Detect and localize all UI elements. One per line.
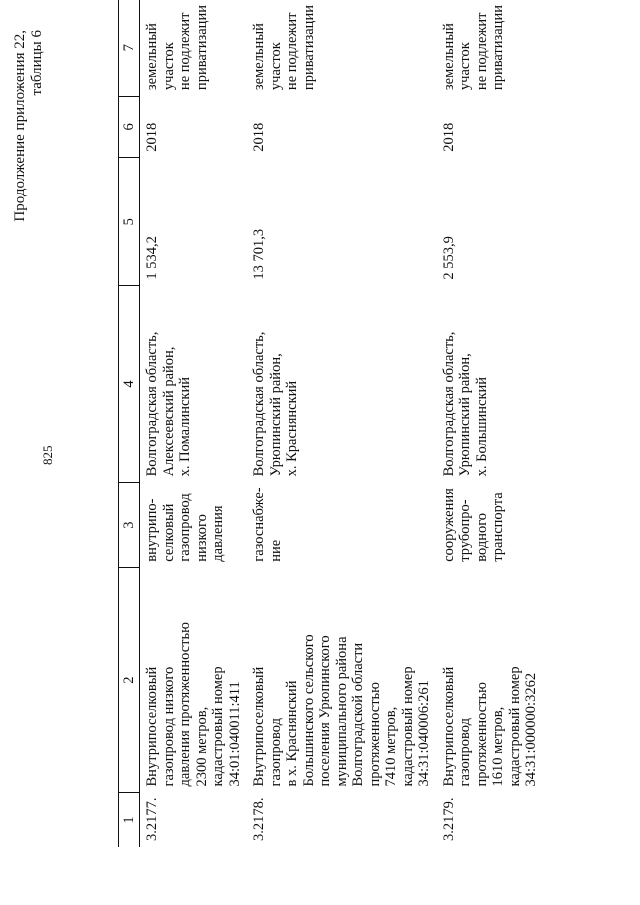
cell-value: 1 534,2 — [144, 236, 160, 280]
column-header-5: 5 — [119, 158, 140, 286]
cell-object-name-line: кадастровый номер — [506, 666, 523, 787]
cell-note-line: приватизации — [193, 5, 210, 91]
cell-address-line: х. Большинский — [473, 376, 490, 477]
cell-object-type-line: транспорта — [490, 492, 506, 562]
cell-object-type-line: трубопро- — [457, 499, 473, 562]
cell-object-name-line: протяженностью — [473, 682, 490, 787]
continuation-line-2: таблицы 6 — [29, 30, 45, 96]
cell-object-type — [247, 482, 437, 567]
cell-address-line: Алексеевский район, — [160, 346, 177, 477]
cell-note-line: не подлежит — [473, 12, 490, 91]
cell-object-name-line: газопровод — [267, 718, 284, 787]
column-header-4: 4 — [119, 286, 140, 483]
cell-object-name — [140, 568, 248, 793]
column-header-1: 1 — [119, 793, 140, 848]
cell-address-line: Волгоградская область, — [440, 331, 457, 477]
cell-object-name-line: кадастровый номер — [399, 666, 416, 787]
cell-object-type-line: давления — [210, 505, 226, 562]
cell-number: 3.2178. — [251, 797, 267, 841]
cell-object-type — [140, 482, 248, 567]
cell-object-name-line: протяженностью — [366, 682, 383, 787]
cell-object-type-line: сооружения — [440, 488, 457, 562]
cell-number: 3.2179. — [440, 797, 457, 841]
cell-object-name-line: поселения Урюпинского — [317, 635, 333, 787]
cell-address — [140, 286, 248, 483]
cell-object-type-line: ние — [267, 539, 284, 562]
page-number: 825 — [40, 445, 55, 465]
cell-note-line: участок — [457, 42, 473, 91]
cell-object-type-line: газопровод — [177, 493, 193, 562]
table-row — [247, 0, 437, 847]
cell-address-line: Волгоградская область, — [251, 331, 267, 477]
cell-object-name-line: муниципального района — [333, 636, 350, 787]
cell-note-line: участок — [267, 42, 284, 91]
objects-table — [118, 0, 544, 847]
cell-address-line: Урюпинский район, — [267, 353, 284, 477]
table-body — [140, 0, 544, 847]
cell-note-line: земельный — [251, 23, 267, 91]
cell-object-name-line: Внутрипоселковый — [251, 666, 267, 787]
cell-address — [247, 286, 437, 483]
cell-address — [437, 286, 544, 483]
table-row — [140, 0, 248, 847]
cell-object-type-line: селковый — [160, 503, 177, 562]
cell-note-line: не подлежит — [177, 12, 193, 91]
cell-note-line: не подлежит — [284, 12, 300, 91]
cell-note — [247, 0, 437, 96]
cell-object-type-line: внутрипо- — [144, 498, 160, 562]
cell-object-name-line: 34:31:000000:3262 — [523, 672, 539, 787]
cell-object-type-line: водного — [473, 512, 490, 562]
cell-note-line: приватизации — [490, 5, 506, 91]
continuation-line-1: Продолжение приложения 22, — [12, 30, 28, 222]
cell-note — [140, 0, 248, 96]
cell-note-line: участок — [160, 42, 177, 91]
table-row — [437, 0, 544, 847]
cell-note-line: земельный — [440, 23, 457, 91]
cell-number: 3.2177. — [144, 797, 160, 841]
cell-note-line: приватизации — [300, 5, 317, 91]
cell-object-type-line: газоснабже- — [251, 487, 267, 562]
cell-year: 2018 — [144, 122, 160, 152]
cell-object-name-line: 7410 метров, — [383, 706, 399, 787]
cell-object-name-line: Большинского сельского — [300, 634, 317, 787]
cell-address-line: Волгоградская область, — [144, 331, 160, 477]
column-header-2: 2 — [119, 568, 140, 793]
cell-object-name-line: кадастровый номер — [210, 666, 226, 787]
cell-object-name-line: газопровод низкого — [160, 666, 177, 787]
cell-note-line: земельный — [144, 23, 160, 91]
column-header-6: 6 — [119, 96, 140, 158]
cell-object-name-line: 34:31:040006:261 — [416, 680, 432, 787]
column-number-row — [119, 0, 140, 847]
cell-object-name-line: давления протяженностью — [177, 622, 193, 787]
column-header-3: 3 — [119, 482, 140, 567]
cell-object-name-line: газопровод — [457, 718, 473, 787]
cell-object-name-line: Внутрипоселковый — [144, 666, 160, 787]
cell-object-type-line: низкого — [193, 514, 210, 562]
cell-object-name-line: 34:01:040011:411 — [226, 681, 243, 787]
cell-object-name — [437, 568, 544, 793]
cell-object-name-line: в х. Краснянский — [284, 680, 300, 787]
cell-object-name-line: Внутрипоселковый — [440, 666, 457, 787]
cell-address-line: Урюпинский район, — [457, 353, 473, 477]
cell-value: 13 701,3 — [251, 228, 267, 280]
cell-year: 2018 — [251, 122, 267, 152]
cell-note — [437, 0, 544, 96]
continuation-header — [12, 30, 46, 222]
cell-address-line: х. Краснянский — [284, 380, 300, 477]
cell-object-name — [247, 568, 437, 793]
cell-value: 2 553,9 — [440, 236, 457, 280]
column-header-7: 7 — [119, 0, 140, 96]
cell-address-line: х. Помалинский — [177, 377, 193, 477]
cell-object-name-line: 1610 метров, — [490, 706, 506, 787]
cell-object-name-line: 2300 метров, — [193, 706, 210, 787]
cell-object-type — [437, 482, 544, 567]
cell-object-name-line: Волгоградской области — [350, 642, 366, 787]
cell-year: 2018 — [440, 122, 457, 152]
